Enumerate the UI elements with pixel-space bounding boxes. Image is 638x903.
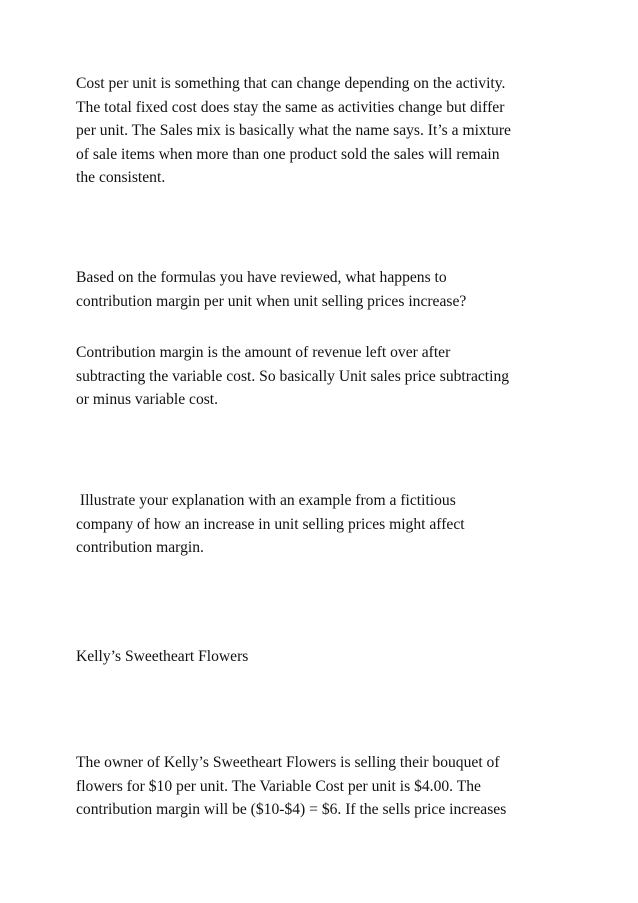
text-line: contribution margin will be ($10-$4) = $6. If the sells price increases: [76, 801, 507, 818]
text-line: contribution margin per unit when unit selling prices increase?: [76, 292, 467, 310]
text-line: subtracting the variable cost. So basically Unit sales price subtracting: [76, 367, 510, 385]
text-line: of sale items when more than one product sold the sales will remain: [76, 145, 500, 163]
text-line: the consistent.: [76, 169, 166, 186]
text-line: flowers for $10 per unit. The Variable Cost per unit is $4.00. The: [76, 777, 481, 795]
text-line: company of how an increase in unit selling prices might affect: [76, 515, 465, 533]
paragraph-example: [76, 751, 596, 822]
paragraph-company-name: [76, 645, 596, 669]
paragraph-question-illustrate: [76, 489, 596, 560]
paragraph-question-formulas: [76, 266, 596, 313]
text-line: or minus variable cost.: [76, 391, 219, 408]
paragraph-cost-per-unit: [76, 72, 596, 190]
text-line: The total fixed cost does stay the same as activities change but differ: [76, 98, 505, 116]
text-line: Illustrate your explanation with an example from a fictitious: [76, 492, 456, 509]
text-line: The owner of Kelly’s Sweetheart Flowers is selling their bouquet of: [76, 754, 500, 771]
text-line: contribution margin.: [76, 539, 204, 556]
text-line: Based on the formulas you have reviewed, what happens to: [76, 269, 447, 286]
text-line: Cost per unit is something that can change depending on the activity.: [76, 75, 506, 92]
text-line: Contribution margin is the amount of revenue left over after: [76, 344, 451, 361]
paragraph-contribution-margin-answer: [76, 341, 596, 412]
text-line: per unit. The Sales mix is basically what the name says. It’s a mixture: [76, 122, 511, 139]
text-line: Kelly’s Sweetheart Flowers: [76, 648, 249, 665]
